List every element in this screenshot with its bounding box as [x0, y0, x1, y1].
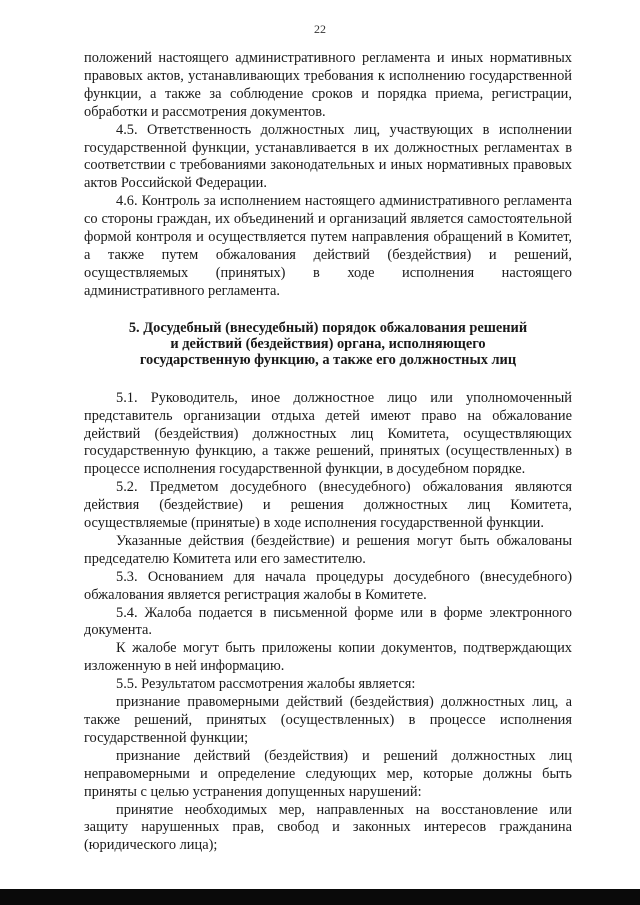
paragraph-5-2-b: Указанные действия (бездействие) и решения могут быть обжалованы председателю Комитета или его заместителю.: [84, 532, 572, 567]
paragraph-5-5-a: признание правомерными действий (бездействия) должностных лиц, а также решений, принятых (осуществленных) в процессе исполнения государственной функции;: [84, 694, 572, 746]
section-heading-line-1: 5. Досудебный (внесудебный) порядок обжалования решений: [128, 319, 528, 336]
paragraph-5-3: 5.3. Основанием для начала процедуры досудебного (внесудебного) обжалования является регистрация жалобы в Комитете.: [84, 568, 572, 603]
section-heading: [84, 320, 572, 368]
section-heading-line-3: государственную функцию, а также его должностных лиц: [139, 351, 517, 368]
paragraph-5-1: 5.1. Руководитель, иное должностное лицо или уполномоченный представитель организации отдыха детей имеют право на обжалование действий (бездействия) должностных лиц Комитета, осуществляющих государственную функцию, а также решений, принятых (осуществленных) в процессе исполнения государственной функции, в досудебном порядке.: [84, 389, 572, 478]
spacer: [84, 301, 572, 320]
spacer: [84, 368, 572, 390]
paragraph-5-5: 5.5. Результатом рассмотрения жалобы является:: [116, 676, 416, 693]
paragraph-4-6: 4.6. Контроль за исполнением настоящего административного регламента со стороны граждан, их объединений и организаций является самостоятельной формой контроля и осуществляется путем направления обращений в Комитет, а также путем обжалования действий (бездействия) и решений, осуществляемых (принятых) в ходе исполнения настоящего административного регламента.: [84, 193, 572, 299]
document-body: [84, 50, 572, 855]
section-heading-line-2: и действий (бездействия) органа, исполняющего: [170, 335, 486, 352]
paragraph-5-5-b: признание действий (бездействия) и решений должностных лиц неправомерными и определение следующих мер, которые должны быть приняты с целью устранения допущенных нарушений:: [84, 747, 572, 800]
paragraph-4-5: 4.5. Ответственность должностных лиц, участвующих в исполнении государственной функции, устанавливается в их должностных регламентах в соответствии с требованиями законодательных и иных нормативных правовых актов Российской Федерации.: [84, 121, 572, 192]
page-number: 22: [314, 22, 326, 36]
paragraph-5-5-c: принятие необходимых мер, направленных на восстановление или защиту нарушенных прав, свобод и законных интересов гражданина (юридического лица);: [84, 801, 572, 854]
paragraph-5-4: 5.4. Жалоба подается в письменной форме или в форме электронного документа.: [84, 604, 572, 639]
paragraph-5-4-b: К жалобе могут быть приложены копии документов, подтверждающих изложенную в ней информацию.: [84, 640, 572, 675]
paragraph-5-2: 5.2. Предметом досудебного (внесудебного) обжалования являются действия (бездействие) и решения должностных лиц Комитета, осуществляемые (принятые) в ходе исполнения государственной функции.: [84, 479, 572, 532]
paragraph-continuation: положений настоящего административного регламента и иных нормативных правовых актов, устанавливающих требования к исполнению государственной функции, а также за соблюдение сроков и порядка приема, регистрации, обработки и рассмотрения документов.: [84, 50, 572, 120]
scan-bottom-edge: [0, 889, 640, 905]
